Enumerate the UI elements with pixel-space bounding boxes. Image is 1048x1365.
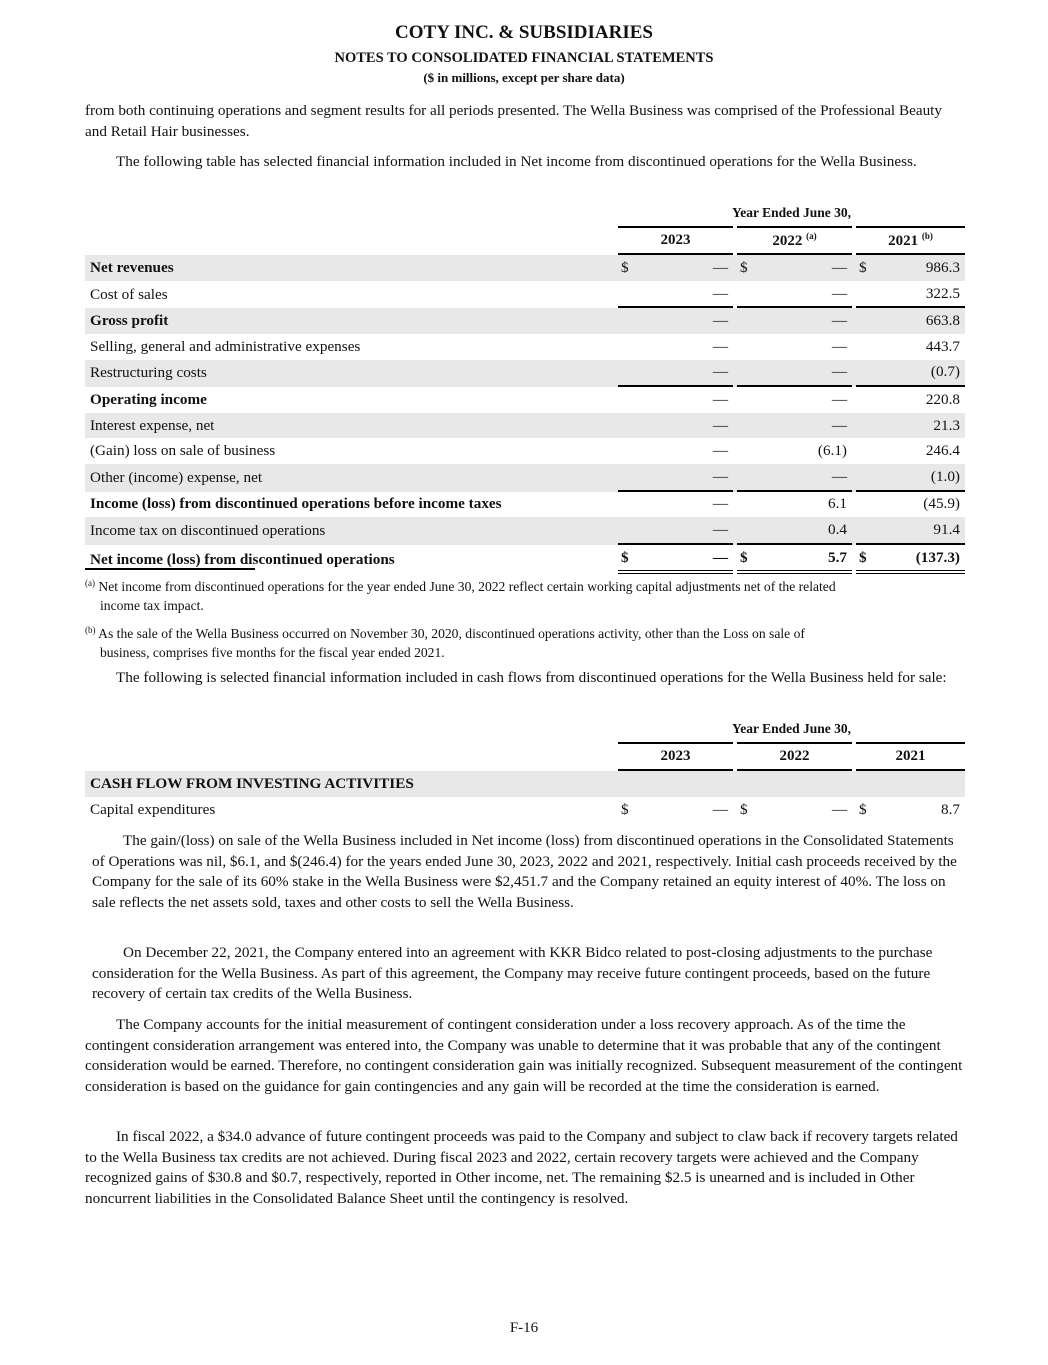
intro-paragraph-2: The following table has selected financial information included in Net income from discontinued operations for the Wella Business. bbox=[116, 153, 917, 170]
footnote-b: $^{(b)}$ As the sale of the Wella Business occurred on November 30, 2020, discontinued operations activity, other than the Loss on sale of business, comprises five months for the fiscal year ended 2021. bbox=[85, 625, 805, 660]
col-header-2023: 2023 bbox=[618, 226, 733, 256]
table-row: Capital expenditures $ — $ — $ 8.7 bbox=[90, 800, 960, 818]
fiscal-2022-paragraph: In fiscal 2022, a $34.0 advance of future contingent proceeds was paid to the Company and subject to claw back if recovery targets related to the Wella Business tax credits are not achieved. During fiscal 2023 and 2022, certain recovery targets were achieved and the Company recognized gains of $30.8 and $0.7, respectively, reported in Other income, net. The remaining $2.5 is unearned and is included in Other noncurrent liabilities in the Consolidated Balance Sheet until the contingency is resolved. bbox=[85, 1128, 958, 1207]
period-header: Year Ended June 30, bbox=[731, 720, 852, 736]
gain-loss-paragraph: The gain/(loss) on sale of the Wella Business included in Net income (loss) from discontinued operations in the Consolidated Statements of Operations was nil, $6.1, and $(246.4) for the years ended June 30, 2023, 2022 and 2021, respectively. Initial cash proceeds received by the Company for the sale of its 60% stake in the Wella Business were $2,451.7 and the Company retained an equity interest of 40%. The loss on sale reflects the net assets sold, taxes and other costs to sell the Wella Business. bbox=[92, 832, 957, 911]
table-row: Income (loss) from discontinued operations before income taxes — 6.1 (45.9) bbox=[90, 495, 960, 513]
table-row: Restructuring costs — — (0.7) bbox=[85, 360, 965, 388]
contingent-accounting-paragraph: The Company accounts for the initial measurement of contingent consideration under a loss recovery approach. As of the time the contingent consideration arrangement was entered into, the Company was unable to determine that it was probable that any of the contingent consideration would be earned. Therefore, no contingent consideration gain was initially recognized. Subsequent measurement of the contingent consideration is based on the guidance for gain contingencies and any gain will be recorded at the time the consideration is earned. bbox=[85, 1016, 963, 1095]
table-row: Selling, general and administrative expenses — — 443.7 bbox=[90, 337, 960, 355]
discontinued-ops-table bbox=[85, 200, 965, 574]
table-row: Operating income — — 220.8 bbox=[90, 390, 960, 408]
table-row: Income tax on discontinued operations — 0.4 91.4 bbox=[85, 517, 965, 545]
cashflow-intro: The following is selected financial information included in cash flows from discontinued operations for the Wella Business held for sale: bbox=[116, 669, 947, 686]
section-title: NOTES TO CONSOLIDATED FINANCIAL STATEMENTS bbox=[334, 50, 714, 66]
section-row: CASH FLOW FROM INVESTING ACTIVITIES bbox=[85, 771, 965, 797]
company-title: COTY INC. & SUBSIDIARIES bbox=[395, 22, 653, 43]
page-number: F-16 bbox=[509, 1320, 539, 1336]
table-row: Interest expense, net — — 21.3 bbox=[85, 413, 965, 439]
col-header-2022: 2022 $^{(a)}$ bbox=[737, 226, 852, 256]
period-header: Year Ended June 30, bbox=[731, 204, 852, 220]
col-header-2022: 2022 bbox=[737, 742, 852, 772]
col-header-2021: 2021 bbox=[856, 742, 965, 772]
table-row-total: Net income (loss) from discontinued operations $ — $ 5.7 $ (137.3) bbox=[85, 545, 965, 575]
table-row: (Gain) loss on sale of business — (6.1) 246.4 bbox=[90, 442, 960, 460]
table-row: Net revenues $ — $ — $ 986.3 bbox=[85, 255, 965, 281]
table-row: Other (income) expense, net — — (1.0) bbox=[85, 464, 965, 492]
table-row: Gross profit — — 663.8 bbox=[85, 308, 965, 334]
col-header-2021: 2021 $^{(b)}$ bbox=[856, 226, 965, 256]
cashflow-table bbox=[85, 716, 965, 822]
intro-paragraph-1: from both continuing operations and segment results for all periods presented. The Wella Business was comprised of the Professional Beauty and Retail Hair businesses. bbox=[85, 102, 942, 140]
table-row: Cost of sales — — 322.5 bbox=[85, 281, 965, 309]
footnote-divider bbox=[85, 568, 255, 570]
units-note: ($ in millions, except per share data) bbox=[423, 70, 625, 85]
footnote-a: $^{(a)}$ Net income from discontinued operations for the year ended June 30, 2022 reflect certain working capital adjustments net of the related income tax impact. bbox=[85, 578, 836, 613]
kkr-agreement-paragraph: On December 22, 2021, the Company entered into an agreement with KKR Bidco related to post-closing adjustments to the purchase consideration for the Wella Business. As part of this agreement, the Company may receive future contingent proceeds, based on the future recovery of certain tax credits of the Wella Business. bbox=[92, 944, 933, 1002]
col-header-2023: 2023 bbox=[618, 742, 733, 772]
